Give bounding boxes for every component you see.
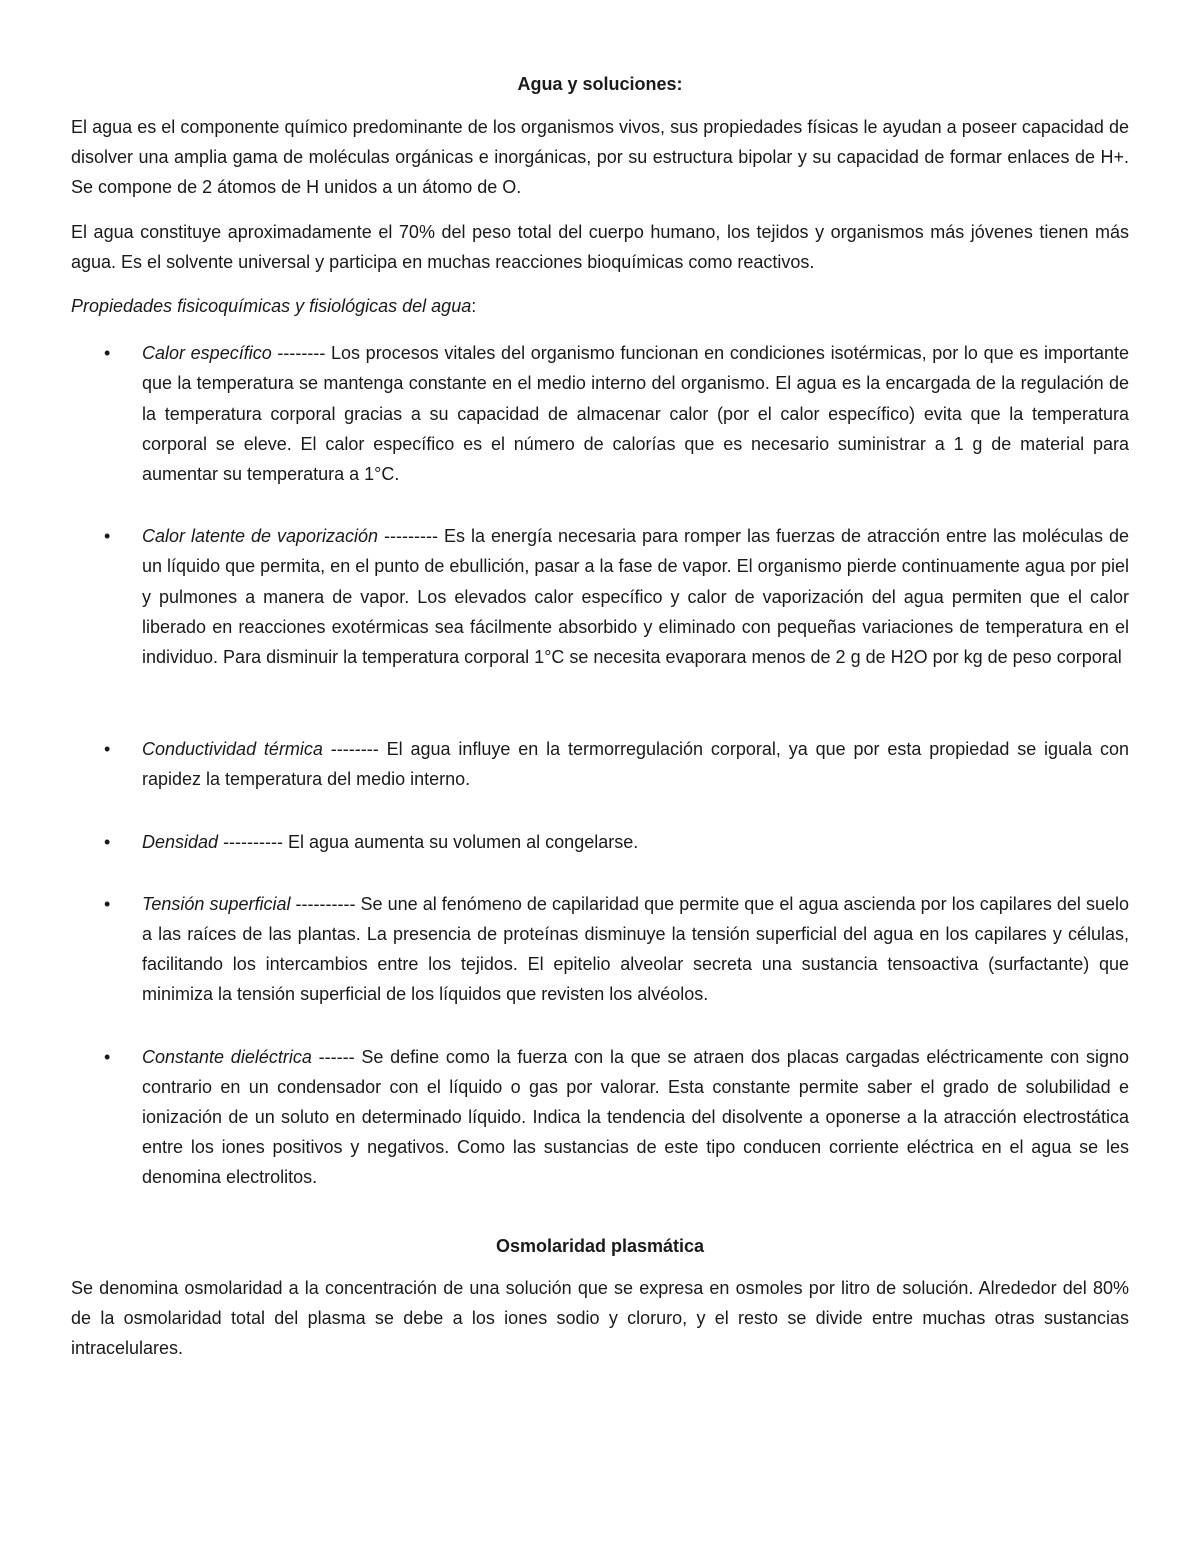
properties-list [71, 338, 1129, 1192]
property-item-calor-latente [71, 521, 1129, 672]
properties-heading [71, 291, 1129, 321]
bullet-icon: • [104, 739, 111, 760]
property-item-tension-superficial [71, 889, 1129, 1010]
document-page [71, 69, 1129, 1378]
property-term: Calor latente de vaporización [142, 526, 379, 547]
property-dashes: -------- [322, 739, 387, 760]
property-dashes: ---------- [290, 893, 361, 914]
properties-heading-text: Propiedades fisicoquímicas y fisiológicas del agua [71, 296, 472, 317]
property-item-densidad [71, 827, 1129, 857]
property-dashes: --------- [378, 526, 444, 547]
bullet-icon: • [104, 526, 111, 547]
property-dashes: ---------- [218, 831, 289, 852]
property-item-calor-especifico [71, 338, 1129, 489]
property-text: Los procesos vitales del organismo funcionan en condiciones isotérmicas, por lo que es importante que la temperatura se mantenga constante en el medio interno del organismo. El agua es la encargada de la regulación de la temperatura corporal gracias a su capacidad de almacenar calor (por el calor específico) evita que la temperatura corporal se eleve. El calor específico es el número de calorías que es necesario suministrar a 1 g de material para aumentar su temperatura a 1°C. [142, 343, 1129, 485]
property-item-conductividad [71, 734, 1129, 794]
intro-paragraph-1: El agua es el componente químico predominante de los organismos vivos, sus propiedades físicas le ayudan a poseer capacidad de disolver una amplia gama de moléculas orgánicas e inorgánicas, por su estructura bipolar y su capacidad de formar enlaces de H+. Se compone de 2 átomos de H unidos a un átomo de O. [71, 117, 1129, 198]
property-text: Es la energía necesaria para romper las fuerzas de atracción entre las moléculas de un líquido que permita, en el punto de ebullición, pasar a la fase de vapor. El organismo pierde continuamente agua por piel y pulmones a manera de vapor. Los elevados calor específico y calor de vaporización del agua permiten que el calor liberado en reacciones exotérmicas sea fácilmente absorbido y eliminado con pequeñas variaciones de temperatura en el individuo. Para disminuir la temperatura corporal 1°C se necesita evaporara menos de 2 g de H2O por kg de peso corporal [142, 526, 1130, 668]
document-title: Agua y soluciones: [517, 74, 683, 94]
property-term: Conductividad térmica [142, 739, 323, 760]
bullet-icon: • [104, 343, 111, 364]
properties-heading-colon: : [471, 296, 477, 317]
property-item-constante-dielectrica [71, 1042, 1129, 1193]
osmolaridad-paragraph: Se denomina osmolaridad a la concentración de una solución que se expresa en osmoles por litro de solución. Alrededor del 80% de la osmolaridad total del plasma se debe a los iones sodio y cloruro, y el resto se divide entre muchas otras sustancias intracelulares. [71, 1277, 1129, 1359]
property-term: Constante dieléctrica [142, 1046, 312, 1067]
property-dashes: ------ [311, 1046, 362, 1067]
property-text: El agua aumenta su volumen al congelarse. [288, 831, 639, 852]
bullet-icon: • [104, 1046, 111, 1067]
bullet-icon: • [104, 893, 111, 914]
property-term: Densidad [142, 831, 219, 852]
property-term: Tensión superficial [142, 893, 291, 914]
property-text: El agua influye en la termorregulación corporal, ya que por esta propiedad se iguala con rapidez la temperatura del medio interno. [142, 739, 1129, 790]
property-text: Se define como la fuerza con la que se atraen dos placas cargadas eléctricamente con signo contrario en un condensador con el líquido o gas por valorar. Esta constante permite saber el grado de solubilidad e ionización de un soluto en determinado líquido. Indica la tendencia del disolvente a oponerse a la atracción electrostática entre los iones positivos y negativos. Como las sustancias de este tipo conducen corriente eléctrica en el agua se les denomina electrolitos. [142, 1046, 1129, 1188]
property-term: Calor específico [142, 343, 272, 364]
property-dashes: -------- [271, 343, 331, 364]
section-title-osmolaridad: Osmolaridad plasmática [495, 1235, 705, 1256]
intro-paragraph-2: El agua constituye aproximadamente el 70% del peso total del cuerpo humano, los tejidos y organismos más jóvenes tienen más agua. Es el solvente universal y participa en muchas reacciones bioquímicas como reactivos. [71, 221, 1129, 272]
bullet-icon: • [104, 831, 111, 852]
property-text: Se une al fenómeno de capilaridad que permite que el agua ascienda por los capilares del suelo a las raíces de las plantas. La presencia de proteínas disminuye la tensión superficial del agua en los capilares y células, facilitando los intercambios entre los tejidos. El epitelio alveolar secreta una sustancia tensoactiva (surfactante) que minimiza la tensión superficial de los líquidos que revisten los alvéolos. [142, 893, 1129, 1005]
